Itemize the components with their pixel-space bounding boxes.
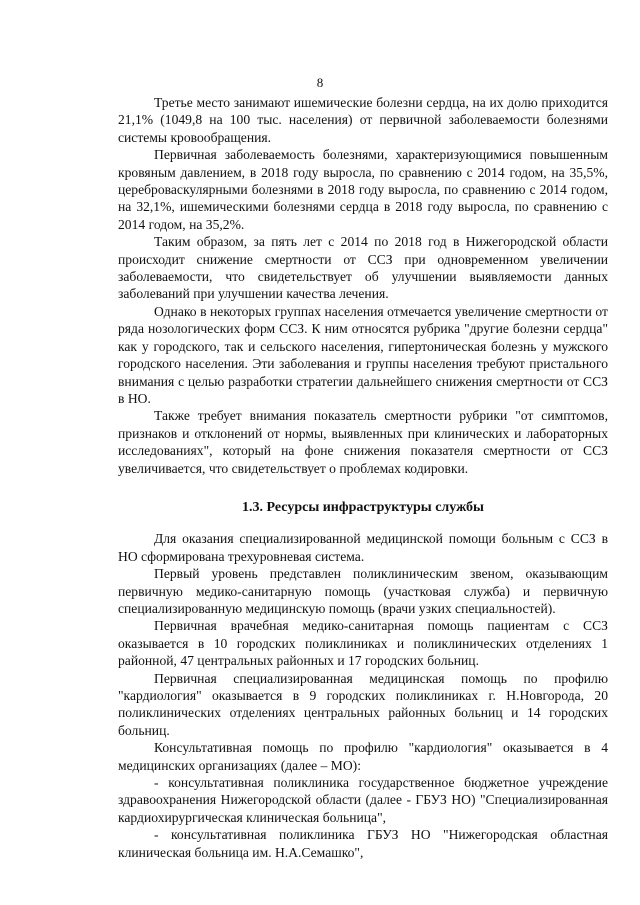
list-item: - консультативная поликлиника ГБУЗ НО "Нижегородская областная клиническая больница им. Н.А.Семашко", [118,827,608,860]
paragraph: Однако в некоторых группах населения отмечается увеличение смертности от ряда нозологических форм ССЗ. К ним относятся рубрика "другие болезни сердца" как у городского, так и сельского населения, гипертоническая болезнь у мужского городского населения. Эти заболевания и группы населения требуют пристального внимания с целью разработки стратегии дальнейшего снижения смертности от ССЗ в НО. [118,303,608,406]
paragraph: Третье место занимают ишемические болезни сердца, на их долю приходится 21,1% (1049,8 на 100 тыс. населения) от первичной заболеваемости болезнями системы кровообращения. [118,95,608,145]
paragraph: Первичная заболеваемость болезнями, характеризующимися повышенным кровяным давлением, в 2018 году выросла, по сравнению с 2014 годом, на 35,5%, цереброваскулярными болезнями в 2018 году выросла, по сравнению с 2014 годом, на 32,1%, ишемическими болезнями сердца в 2018 году выросла, по сравнению с 2014 годом, на 35,2%. [118,147,608,232]
paragraph: Также требует внимания показатель смертности рубрики "от симптомов, признаков и отклонений от нормы, выявленных при клинических и лабораторных исследованиях", который на фоне снижения показателя смертности от ССЗ увеличивается, что свидетельствует о проблемах кодировки. [118,408,608,476]
document-body [118,94,608,861]
page-number: 8 [316,75,324,90]
paragraph: Таким образом, за пять лет с 2014 по 2018 год в Нижегородской области происходит снижение смертности от ССЗ при одновременном увеличении заболеваемости, что свидетельствует об улучшении выявляемости данных заболеваний при улучшении качества лечения. [118,234,608,302]
paragraph: Первичная специализированная медицинская помощь по профилю "кардиология" оказывается в 9 городских поликлиниках г. Н.Новгорода, 20 поликлинических отделениях центральных районных больниц и 14 городских больниц. [118,670,608,738]
paragraph: Первый уровень представлен поликлиническим звеном, оказывающим первичную медико-санитарную помощь (участковая служба) и первичную специализированную медицинскую помощь (врачи узких специальностей). [118,566,608,616]
paragraph: Для оказания специализированной медицинской помощи больным с ССЗ в НО сформирована трехуровневая система. [118,531,608,564]
section-heading: 1.3. Ресурсы инфраструктуры службы [242,499,484,515]
paragraph: Консультативная помощь по профилю "кардиология" оказывается в 4 медицинских организациях (далее – МО): [118,740,608,773]
paragraph: Первичная врачебная медико-санитарная помощь пациентам с ССЗ оказывается в 10 городских поликлиниках и поликлинических отделениях 1 районной, 47 центральных районных и 17 городских больниц. [118,618,608,669]
list-item: - консультативная поликлиника государственное бюджетное учреждение здравоохранения Нижегородской области (далее - ГБУЗ НО) "Специализированная кардиохирургическая клиническая больница", [118,775,608,825]
